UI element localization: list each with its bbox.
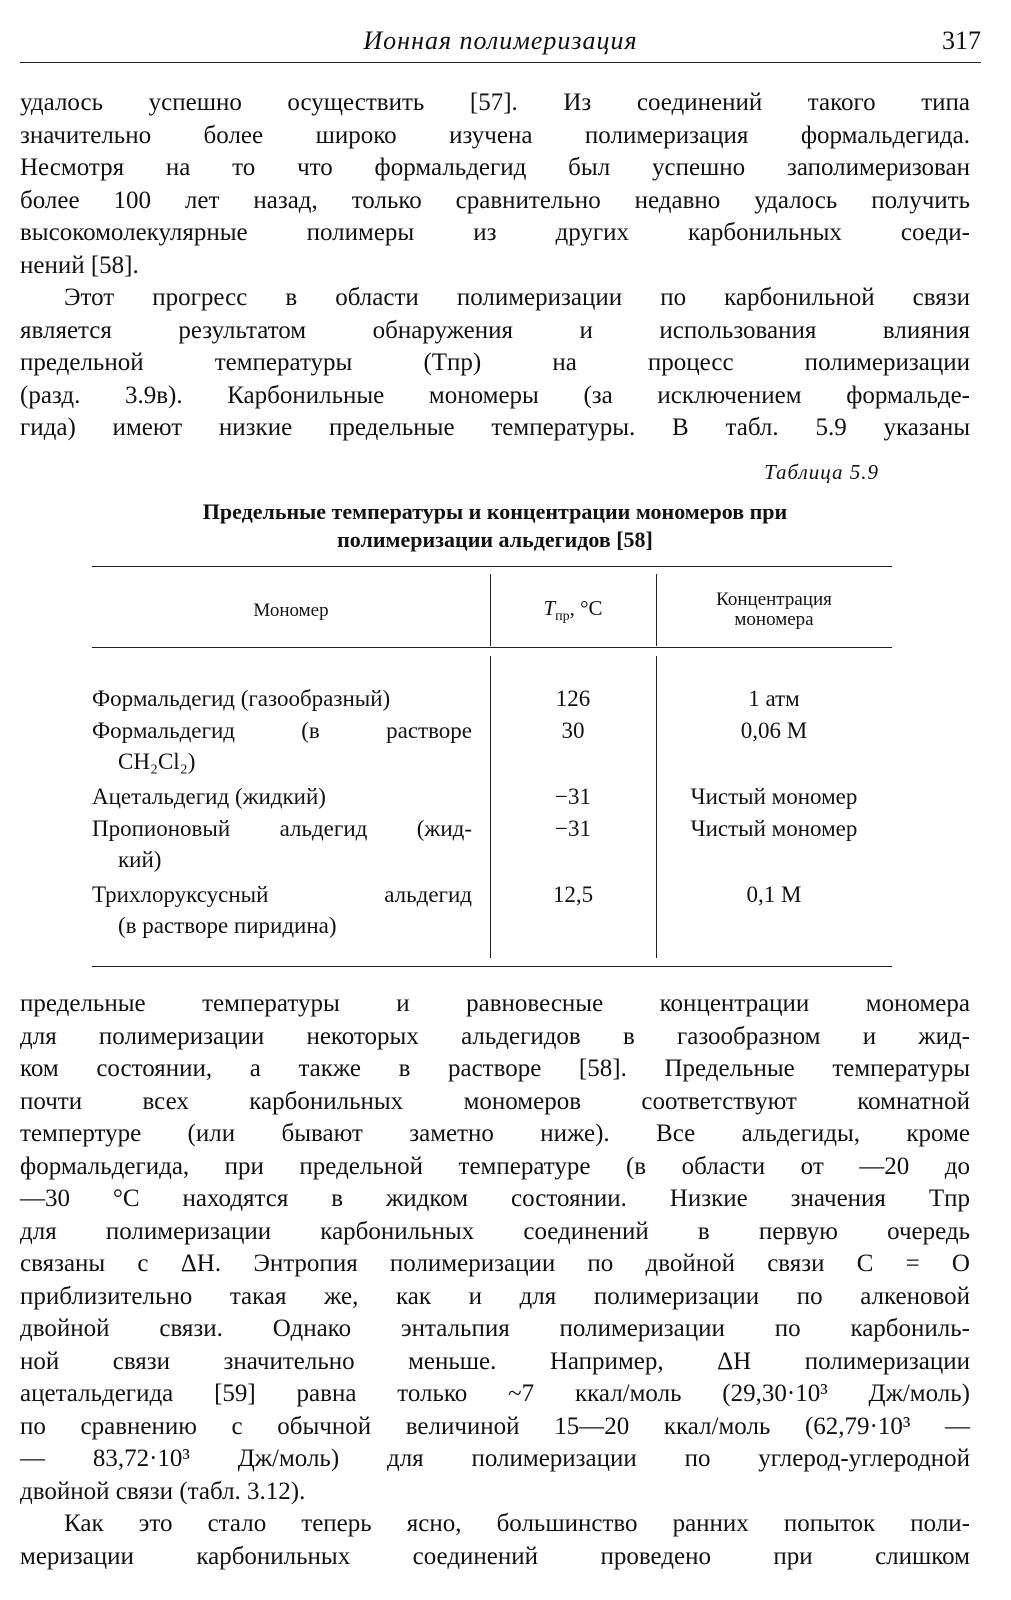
monomer-name-line: Формальдегид (газообразный) [92,686,391,711]
monomer-name-line: кий) [118,847,162,872]
paragraph-3 [20,988,970,1508]
paragraph-1-line: нений [58]. [20,251,139,279]
paragraph-1 [20,87,970,282]
column-header-monomer: Мономер [253,600,329,621]
monomer-name-line: CH₂Cl₂) [118,749,196,774]
header-rule [20,62,981,63]
monomer-name-line: Трихлоруксусный альдегид [92,882,472,907]
paragraph-4-line: Как это стало теперь ясно, большинство ранних попыток поли- [64,1510,970,1537]
paragraph-2-line: гида) имеют низкие предельные температуры. В табл. 5.9 указаны [20,414,970,441]
monomer-name-line: Пропионовый альдегид (жид- [92,816,472,841]
paragraph-1-line: значительно более широко изучена полимеризация формальдегида. [20,121,970,149]
running-title: Ионная полимеризация [363,26,638,55]
paragraph-2-line: предельной температуры (Tпр) на процесс полимеризации [20,349,970,376]
concentration-cell: 1 атм [748,686,800,711]
temperature-cell: 126 [555,686,591,711]
concentration-cell: Чистый мономер [690,816,858,841]
concentration-cell: 0,1 M [746,882,802,907]
paragraph-3-line: двойной связи. Однако энтальпия полимеризации по карбониль- [20,1315,970,1342]
paragraph-3-line: ком состоянии, а также в растворе [58]. Предельные температуры [20,1055,970,1082]
running-head [20,22,981,58]
paragraph-1-line: удалось успешно осуществить [57]. Из соединений такого типа [20,89,970,116]
temperature-cell: 12,5 [552,882,594,907]
page-number: 317 [942,26,981,55]
monomer-cell [92,683,472,714]
concentration-cell: Чистый мономер [690,784,858,809]
column-header-temperature [490,596,656,625]
table-title-line: Предельные температуры и концентрации мономеров при [202,499,788,524]
table-bottom-rule [92,966,892,967]
temp-subscript: пр [555,609,570,625]
paragraph-3-line: по сравнению с обычной величиной 15—20 ккал/моль (62,79·10³ — [20,1412,970,1440]
table-title-line: полимеризации альдегидов [58] [337,527,653,552]
paragraph-2-line: (разд. 3.9в). Карбонильные мономеры (за исключением формальде- [20,381,970,409]
column-header-concentration [656,590,892,630]
paragraph-4 [20,1508,970,1573]
paragraph-3-line: формальдегида, при предельной температуре (в области от —20 до [20,1152,970,1180]
paragraph-1-line: более 100 лет назад, только сравнительно недавно удалось получить [20,186,970,214]
paragraph-3-line: ной связи значительно меньше. Например, ΔH полимеризации [20,1347,970,1375]
paragraph-4-line: меризации карбонильных соединений проведено при слишком [20,1542,970,1570]
table-top-rule [92,566,892,567]
monomer-name-line: (в растворе пиридина) [118,913,337,938]
paragraph-3-line: предельные температуры и равновесные концентрации мономера [20,990,970,1017]
concentration-cell: 0,06 M [740,718,808,743]
paragraph-3-line: для полимеризации карбонильных соединений в первую очередь [20,1217,970,1245]
monomer-cell [92,781,472,812]
temperature-cell: 30 [561,718,585,743]
paragraph-2-line: Этот прогресс в области полимеризации по карбонильной связи [64,284,970,311]
paragraph-3-line: связаны с ΔH. Энтропия полимеризации по двойной связи C = O [20,1250,970,1277]
monomer-name-line: Ацетальдегид (жидкий) [92,784,326,809]
concentration-header-line: мономера [734,609,814,630]
monomer-cell [92,813,472,875]
paragraph-1-line: Несмотря на то что формальдегид был успешно заполимеризован [20,154,970,181]
temp-unit: , °C [569,596,603,620]
monomer-name-line: Формальдегид (в растворе [92,718,472,743]
paragraph-3-line: —30 °C находятся в жидком состоянии. Низкие значения Tпр [20,1185,970,1212]
table-caption: Таблица 5.9 [764,460,879,484]
table-header-rule [92,647,892,648]
paragraph-3-line: для полимеризации некоторых альдегидов в газообразном и жид- [20,1022,970,1050]
paragraph-3-line: ацетальдегида [59] равна только ~7 ккал/моль (29,30·10³ Дж/моль) [20,1380,970,1407]
temperature-cell: −31 [555,784,591,809]
monomer-cell [92,879,472,941]
paragraph-2-line: является результатом обнаружения и использования влияния [20,316,970,344]
monomer-cell [92,715,472,777]
paragraph-1-line: высокомолекулярные полимеры из других карбонильных соеди- [20,219,970,246]
paragraph-3-line: — 83,72·10³ Дж/моль) для полимеризации по углерод-углеродной [20,1445,970,1472]
table-title [60,498,930,554]
paragraph-2 [20,282,970,445]
temperature-cell: −31 [555,816,591,841]
temp-symbol: T [543,596,556,620]
paragraph-3-line: темпертуре (или бывают заметно ниже). Все альдегиды, кроме [20,1120,970,1147]
paragraph-3-line: двойной связи (табл. 3.12). [20,1477,306,1505]
concentration-header-line: Концентрация [716,589,832,610]
paragraph-3-line: приблизительно такая же, как и для полимеризации по алкеновой [20,1282,970,1310]
paragraph-3-line: почти всех карбонильных мономеров соответствуют комнатной [20,1087,970,1115]
